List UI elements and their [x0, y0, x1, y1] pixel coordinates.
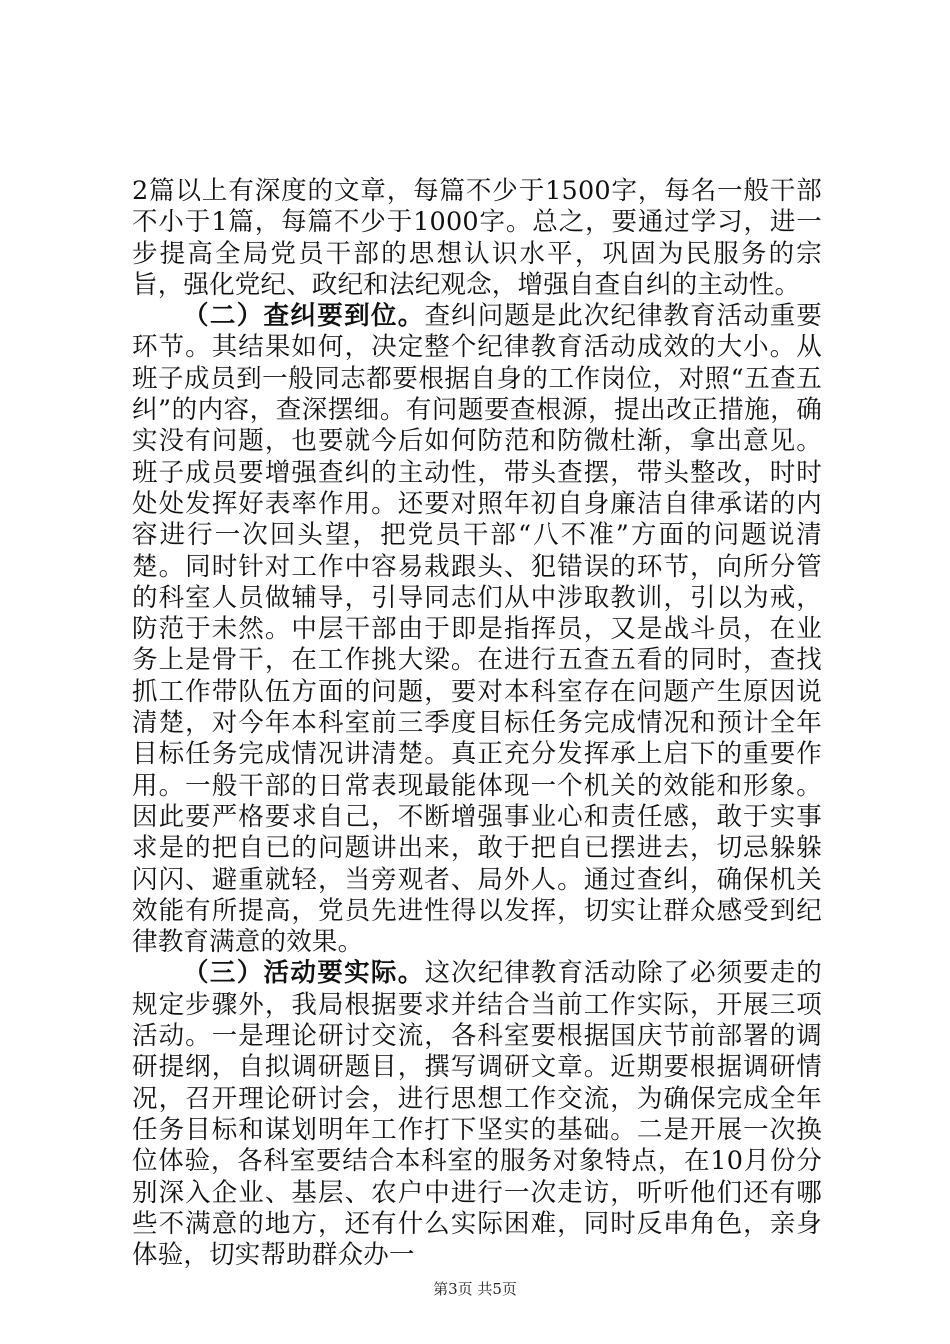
paragraph-2 — [132, 301, 822, 958]
document-body — [132, 176, 822, 1271]
paragraph-2-body: 查纠问题是此次纪律教育活动重要环节。其结果如何，决定整个纪律教育活动成效的大小。从班子成员到一般同志都要根据自身的工作岗位，对照“五查五纠”的内容，查深摆细。有问题要查根源，提出改正措施，确实没有问题，也要就今后如何防范和防微杜渐，拿出意见。班子成员要增强查纠的主动性，带头查摆，带头整改，时时处处发挥好表率作用。还要对照年初自身廉洁自律承诺的内容进行一次回头望，把党员干部“八不准”方面的问题说清楚。同时针对工作中容易栽跟头、犯错误的环节，向所分管的科室人员做辅导，引导同志们从中涉取教训，引以为戒，防范于未然。中层干部由于即是指挥员，又是战斗员，在业务上是骨干，在工作挑大梁。在进行五查五看的同时，查找抓工作带队伍方面的问题，要对本科室存在问题产生原因说清楚，对今年本科室前三季度目标任务完成情况和预计全年目标任务完成情况讲清楚。真正充分发挥承上启下的重要作用。一般干部的日常表现最能体现一个机关的效能和形象。因此要严格要求自己，不断增强事业心和责任感，敢于实事求是的把自已的问题讲出来，敢于把自已摆进去，切忌躲躲闪闪、避重就轻，当旁观者、局外人。通过查纠，确保机关效能有所提高，党员先进性得以发挥，切实让群众感受到纪律教育满意的效果。 — [132, 301, 822, 958]
paragraph-3-body: 这次纪律教育活动除了必须要走的规定步骤外，我局根据要求并结合当前工作实际，开展三项活动。一是理论研讨交流，各科室要根据国庆节前部署的调研提纲，自拟调研题目，撰写调研文章。近期要根据调研情况，召开理论研讨会，进行思想工作交流，为确保完成全年任务目标和谋划明年工作打下坚实的基础。二是开展一次换位体验，各科室要结合本科室的服务对象特点，在10月份分别深入企业、基层、农户中进行一次走访，听听他们还有哪些不满意的地方，还有什么实际困难，同时反串角色，亲身体验，切实帮助群众办一 — [132, 958, 822, 1271]
section-heading-3: （三）活动要实际。 — [183, 958, 425, 989]
paragraph-3 — [132, 958, 822, 1271]
page-footer: 第3页 共5页 — [433, 1280, 517, 1298]
section-heading-2: （二）查纠要到位。 — [183, 301, 425, 332]
paragraph-1: 2篇以上有深度的文章，每篇不少于1500字，每名一般干部不小于1篇，每篇不少于1000字。总之，要通过学习，进一步提高全局党员干部的思想认识水平，巩固为民服务的宗旨，强化党纪、政纪和法纪观念，增强自查自纠的主动性。 — [132, 176, 822, 300]
